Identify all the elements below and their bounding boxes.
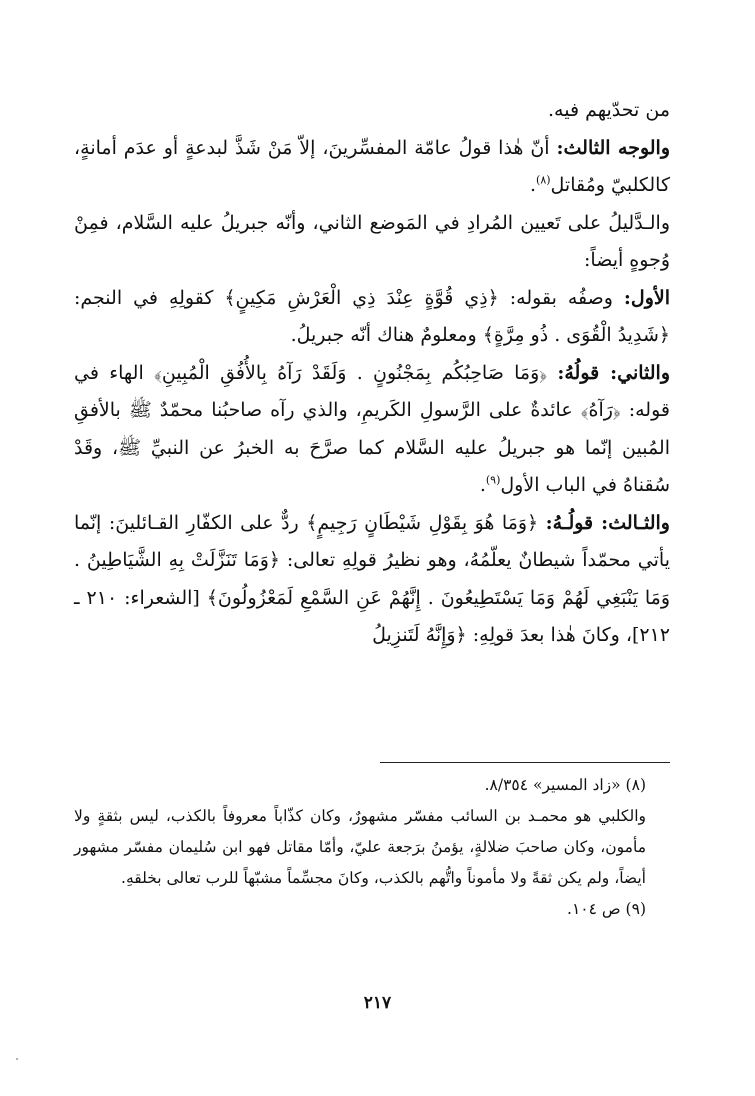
- paragraph-3-text: وصفُه بقوله: ﴿ذِي قُوَّةٍ عِنْدَ ذِي الْعَرْشِ مَكِينٍ﴾ كقولِهِ في النجم: ﴿شَدِيدُ الْقُوَى . ذُو مِرَّةٍ﴾ ومعلومٌ هناك أنّه جبريلُ.: [74, 286, 670, 346]
- footnote-divider: [380, 762, 670, 763]
- paragraph-4: [74, 355, 670, 505]
- paragraph-3-lead: الأول:: [623, 286, 670, 309]
- main-text: [74, 92, 670, 655]
- paragraph-2-text: والـدَّليلُ على تَعيين المُرادِ في المَوضع الثاني، وأنّه جبريلُ عليه السَّلام، فمِنْ وُجوهٍ أيضاً:: [74, 211, 670, 271]
- paragraph-4-end: .: [479, 474, 486, 496]
- scan-speck: [16, 1058, 18, 1060]
- paragraph-0-text: من تحدّيهم فيه.: [548, 99, 670, 121]
- paragraph-5-text: ﴿وَمَا هُوَ بِقَوْلِ شَيْطَانٍ رَجِيمٍ﴾ ردٌّ على الكفّارِ القـائلينَ: إنّما يأتي محمّداً شيطانٌ يعلّمُهُ، وهو نظيرُ قولِهِ تعالى: ﴿وَمَا تَنَزَّلَتْ بِهِ الشَّيَاطِينُ . وَمَا يَنْبَغِي لَهُمْ وَمَا يَسْتَطِيعُونَ . إِنَّهُمْ عَنِ السَّمْعِ لَمَعْزُولُونَ﴾ [الشعراء: ٢١٠ ـ ٢١٢]، وكانَ هٰذا بعدَ قولِهِ: ﴿وَإِنَّهُ لَتَنزِيلُ: [74, 511, 670, 646]
- footnote-9: (٩) ص ١٠٤.: [567, 900, 646, 918]
- paragraph-2: [74, 205, 670, 280]
- page-number: ٢١٧: [363, 993, 392, 1013]
- footnote-ref-9[interactable]: (٩): [485, 473, 501, 487]
- paragraph-5: [74, 505, 670, 655]
- paragraph-1-end: .: [529, 174, 537, 196]
- footnote-ref-8[interactable]: (٨): [536, 173, 551, 187]
- paragraph-4-lead: والثاني: قولُهُ:: [557, 361, 670, 384]
- footnote-8-source: (٨) «زاد المسير» ٨/٣٥٤.: [484, 776, 646, 794]
- paragraph-3: [74, 280, 670, 355]
- paragraph-1: [74, 130, 670, 205]
- paragraph-1-lead: والوجه الثالث:: [556, 136, 670, 159]
- footnote-8-body: والكلبي هو محمـد بن السائب مفسّر مشهورٌ، وكان كذّاباً معروفاً بالكذب، ليس بثقةٍ ولا مأمون، وكان صاحبَ ضلالةٍ، يؤمنُ برَجعة عليّ، وأمّا مقاتل فهو ابن سُليمان مفسّر مشهور أيضاً، ولم يكن ثقةً ولا مأموناً واتُّهم بالكذب، وكانَ مجسِّماً مشبّهاً للرب تعالى بخلقهِ.: [74, 807, 646, 887]
- footnotes: [74, 770, 670, 925]
- paragraph-5-lead: والثـالث: قولُـهُ:: [545, 511, 670, 534]
- paragraph-0: [74, 92, 670, 130]
- paragraph-4-text: ﴿وَمَا صَاحِبُكُم بِمَجْنُونٍ . وَلَقَدْ رَآهُ بِالأُفُقِ الْمُبِينِ﴾ الهاء في قوله: ﴿رَآهُ﴾ عائدةٌ على الرَّسولِ الكَريمِ، والذي رآه صاحبُنا محمّدٌ ﷺ بالأفقِ المُبين إنّما هو جبريلُ عليه السَّلام كما صرَّحَ به الخبرُ عن النبيِّ ﷺ، وقَدْ سُقناهُ في الباب الأول: [74, 361, 670, 496]
- paragraph-1-text: أنّ هٰذا قولُ عامّة المفسِّرينَ، إلاّ مَنْ شَذَّ لبدعةٍ أو عدَم أمانةٍ، كالكلبيّ ومُقاتل: [74, 136, 670, 196]
